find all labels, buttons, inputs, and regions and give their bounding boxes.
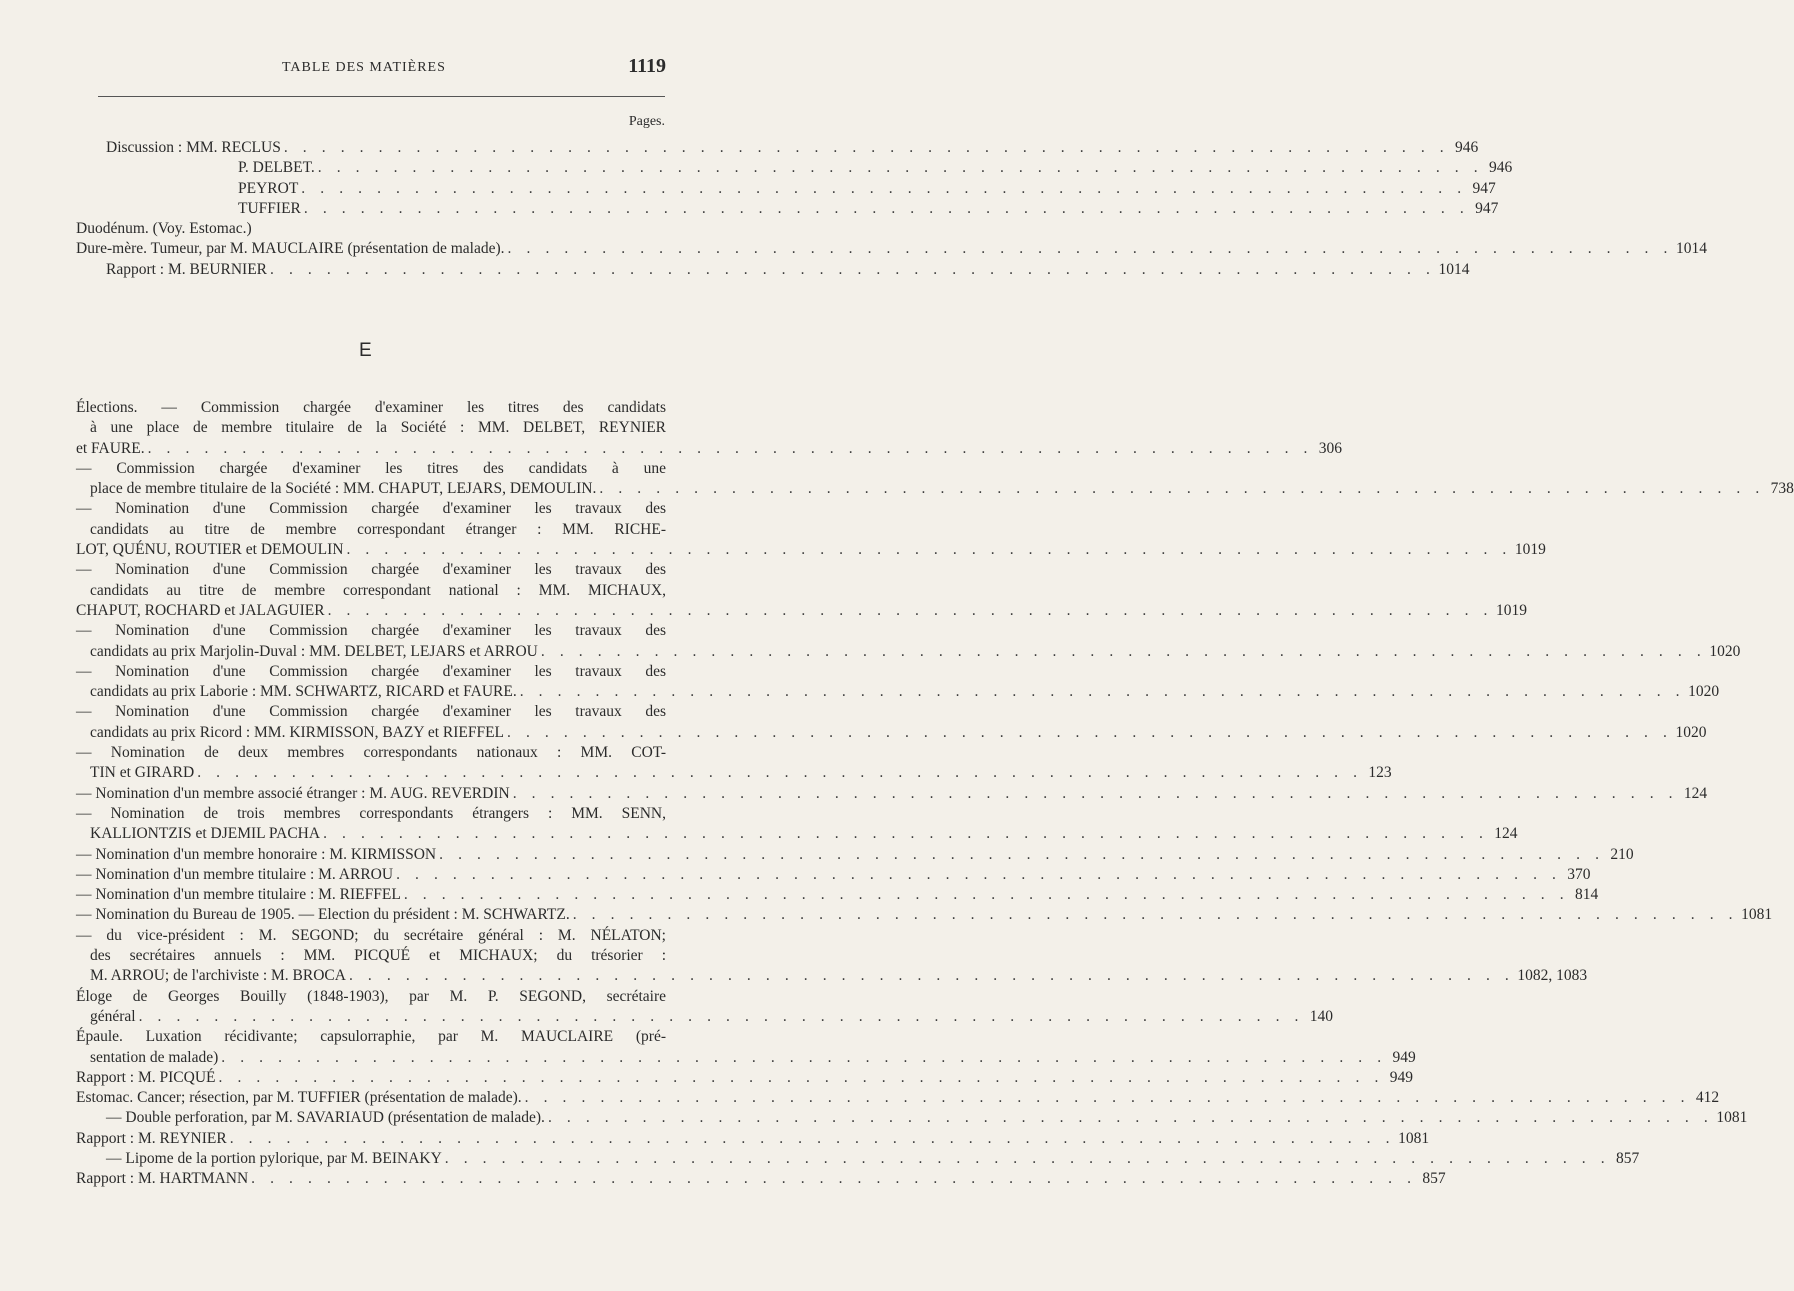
entry-text: — Nomination d'un membre honoraire : M. KIRMISSON	[76, 845, 437, 863]
index-entry	[76, 499, 666, 519]
entry-page: 947	[1475, 199, 1499, 217]
entry-page: 1014	[1675, 240, 1707, 258]
index-entry	[76, 398, 666, 418]
index-entry	[76, 824, 1518, 844]
index-entry	[76, 987, 666, 1007]
index-entry	[76, 1088, 1720, 1108]
entry-text: et FAURE.	[76, 439, 145, 457]
entry-text: candidats au prix Marjolin-Duval : MM. DELBET, LEJARS et ARROU	[90, 642, 538, 660]
dot-leader	[197, 763, 1362, 783]
entry-text: — Nomination de trois membres correspondants étrangers : MM. SENN,	[76, 804, 666, 822]
entry-text: Éloge de Georges Bouilly (1848-1903), par M. P. SEGOND, secrétaire	[76, 987, 666, 1005]
entry-page: 123	[1368, 764, 1392, 782]
index-entry	[76, 1048, 1416, 1068]
entry-text: — Nomination de deux membres correspondants nationaux : MM. COT-	[76, 744, 666, 762]
entry-page: 1081	[1398, 1129, 1430, 1147]
entry-text: CHAPUT, ROCHARD et JALAGUIER	[76, 601, 325, 619]
dot-leader	[599, 479, 1764, 499]
entry-text: Duodénum. (Voy. Estomac.)	[76, 220, 252, 238]
index-entry	[76, 946, 666, 966]
entry-page: 814	[1575, 886, 1599, 904]
entry-text: — Nomination d'un membre titulaire : M. ARROU	[76, 865, 394, 883]
index-entry	[76, 682, 1720, 702]
entry-text: M. ARROU; de l'archiviste : M. BROCA	[90, 967, 346, 985]
header-rule	[98, 96, 665, 97]
entry-text: LOT, QUÉNU, ROUTIER et DEMOULIN	[76, 541, 344, 559]
index-entry	[76, 199, 1499, 219]
entry-text: candidats au prix Laborie : MM. SCHWARTZ, RICARD et FAURE.	[90, 683, 517, 701]
entry-text: — Nomination du Bureau de 1905. — Election du président : M. SCHWARTZ.	[76, 906, 570, 924]
entry-text: Rapport : M. REYNIER	[76, 1129, 227, 1147]
index-entry	[76, 1108, 1748, 1128]
dot-leader	[548, 1108, 1713, 1128]
entry-text: candidats au prix Ricord : MM. KIRMISSON, BAZY et RIEFFEL	[90, 723, 505, 741]
entry-text: Rapport : M. HARTMANN	[76, 1170, 249, 1188]
dot-leader	[404, 885, 1569, 905]
entry-text: — Nomination d'une Commission chargée d'examiner les travaux des	[76, 561, 666, 579]
entry-text: — Nomination d'un membre associé étranger : M. AUG. REVERDIN	[76, 784, 510, 802]
dot-leader	[541, 642, 1706, 662]
entry-page: 1082, 1083	[1517, 967, 1588, 985]
index-entry	[76, 743, 666, 763]
index-entry	[76, 702, 666, 722]
entry-page: 140	[1309, 1007, 1334, 1025]
entry-text: — Commission chargée d'examiner les titres des candidats à une	[76, 459, 666, 477]
entry-page: 947	[1472, 179, 1496, 197]
entry-text: — Nomination d'une Commission chargée d'examiner les travaux des	[76, 622, 666, 640]
dot-leader	[230, 1129, 1395, 1149]
entry-page: 857	[1615, 1149, 1640, 1167]
index-entry	[76, 581, 666, 601]
entry-text: des secrétaires annuels : MM. PICQUÉ et MICHAUX; du trésorier :	[90, 947, 666, 965]
entry-text: — du vice-président : M. SEGOND; du secrétaire général : M. NÉLATON;	[76, 926, 666, 944]
entry-text: — Nomination d'une Commission chargée d'examiner les travaux des	[76, 500, 666, 518]
entry-page: 412	[1695, 1089, 1720, 1107]
index-entry	[76, 239, 1707, 259]
entry-page: 738	[1770, 480, 1794, 498]
entry-text: Dure-mère. Tumeur, par M. MAUCLAIRE (présentation de malade).	[76, 240, 505, 258]
pages-column-label: Pages.	[628, 114, 665, 129]
entry-page: 1081	[1716, 1109, 1748, 1127]
dot-leader	[507, 723, 1672, 743]
entry-page: 370	[1567, 865, 1591, 883]
index-entry	[76, 723, 1707, 743]
entry-page: 949	[1392, 1048, 1416, 1066]
index-entry	[76, 1027, 666, 1047]
entry-page: 1020	[1688, 683, 1720, 701]
dot-leader	[221, 1048, 1386, 1068]
index-entry	[76, 865, 1591, 885]
dot-leader	[148, 439, 1313, 459]
entry-page: 1020	[1675, 723, 1707, 741]
entry-text: place de membre titulaire de la Société : MM. CHAPUT, LEJARS, DEMOULIN.	[90, 480, 597, 498]
entry-page: 124	[1683, 784, 1708, 802]
index-entry	[76, 601, 1528, 621]
index-entry	[76, 520, 666, 540]
entry-text: KALLIONTZIS et DJEMIL PACHA	[90, 825, 321, 843]
index-entry	[76, 219, 666, 239]
entry-text: Rapport : M. PICQUÉ	[76, 1068, 216, 1086]
index-entry	[76, 1007, 1334, 1027]
index-entry	[76, 439, 1343, 459]
entry-text: — Nomination d'une Commission chargée d'examiner les travaux des	[76, 703, 666, 721]
index-entry	[76, 642, 1741, 662]
entry-page: 946	[1455, 139, 1479, 156]
entry-page: 210	[1610, 845, 1634, 863]
entry-text: Estomac. Cancer; résection, par M. TUFFIER (présentation de malade).	[76, 1089, 522, 1107]
index-entry	[76, 763, 1392, 783]
dot-leader	[349, 966, 1514, 986]
index-entry	[76, 804, 666, 824]
index-entry	[76, 138, 1479, 158]
dot-leader	[323, 824, 1488, 844]
section-letter: E	[359, 340, 372, 361]
dot-leader	[439, 845, 1604, 865]
entry-text: — Nomination d'une Commission chargée d'examiner les travaux des	[76, 662, 666, 680]
dot-leader	[520, 682, 1685, 702]
entry-text: — Double perforation, par M. SAVARIAUD (présentation de malade).	[106, 1109, 545, 1127]
entry-text: — Nomination d'un membre titulaire : M. RIEFFEL	[76, 886, 401, 904]
entry-text: général	[90, 1007, 136, 1025]
dot-leader	[346, 540, 1511, 560]
entry-page: 1019	[1514, 541, 1546, 559]
index-entry	[76, 260, 1470, 280]
index-entry	[76, 926, 666, 946]
index-entry	[76, 662, 666, 682]
entry-page: 946	[1488, 159, 1513, 177]
dot-leader	[525, 1088, 1690, 1108]
entry-page: 1020	[1709, 642, 1741, 660]
running-title: TABLE DES MATIÈRES	[282, 60, 446, 75]
index-entry	[76, 540, 1546, 560]
e-section-entries	[76, 398, 1794, 1190]
page-number: 1119	[628, 55, 666, 77]
entry-text: Rapport : M. BEURNIER	[106, 260, 268, 278]
dot-leader	[513, 784, 1678, 804]
index-entry	[76, 158, 1513, 178]
entry-page: 857	[1422, 1170, 1446, 1188]
entry-text: sentation de malade)	[90, 1048, 219, 1066]
entry-text: Discussion : MM. RECLUS	[106, 139, 281, 156]
index-entry	[76, 885, 1599, 905]
dot-leader	[251, 1169, 1416, 1189]
entry-text: TIN et GIRARD	[90, 764, 195, 782]
index-entry	[76, 621, 666, 641]
dot-leader	[219, 1068, 1384, 1088]
d-section-entries	[76, 138, 1707, 280]
entry-page: 124	[1494, 825, 1518, 843]
entry-text: — Lipome de la portion pylorique, par M. BEINAKY	[106, 1149, 442, 1167]
entry-text: PEYROT	[238, 179, 299, 197]
index-entry	[76, 418, 666, 438]
entry-page: 1014	[1438, 260, 1470, 278]
index-entry	[76, 479, 1794, 499]
entry-text: candidats au titre de membre correspondant étranger : MM. RICHE-	[90, 520, 666, 538]
index-entry	[76, 459, 666, 479]
dot-leader	[328, 601, 1493, 621]
index-entry	[76, 784, 1708, 804]
index-entry	[76, 1149, 1640, 1169]
entry-page: 1019	[1496, 601, 1528, 619]
entry-page: 949	[1389, 1068, 1413, 1086]
index-entry	[76, 1129, 1430, 1149]
dot-leader	[445, 1149, 1610, 1169]
index-entry	[76, 845, 1634, 865]
dot-leader	[573, 905, 1738, 925]
index-entry	[76, 560, 666, 580]
entry-text: à une place de membre titulaire de la Société : MM. DELBET, REYNIER	[90, 419, 666, 437]
entry-text: TUFFIER	[238, 199, 301, 217]
entry-page: 1081	[1741, 906, 1773, 924]
index-entry	[76, 905, 1773, 925]
dot-leader	[396, 865, 1561, 885]
entry-text: Épaule. Luxation récidivante; capsulorraphie, par M. MAUCLAIRE (pré-	[76, 1028, 666, 1046]
index-entry	[76, 966, 1588, 986]
index-entry	[76, 179, 1496, 199]
dot-leader	[139, 1007, 1304, 1027]
index-entry	[76, 1169, 1446, 1189]
entry-text: candidats au titre de membre correspondant national : MM. MICHAUX,	[90, 581, 666, 599]
entry-page: 306	[1318, 439, 1343, 457]
entry-text: P. DELBET.	[238, 159, 315, 177]
index-entry	[76, 1068, 1413, 1088]
entry-text: Élections. — Commission chargée d'examiner les titres des candidats	[76, 399, 666, 416]
